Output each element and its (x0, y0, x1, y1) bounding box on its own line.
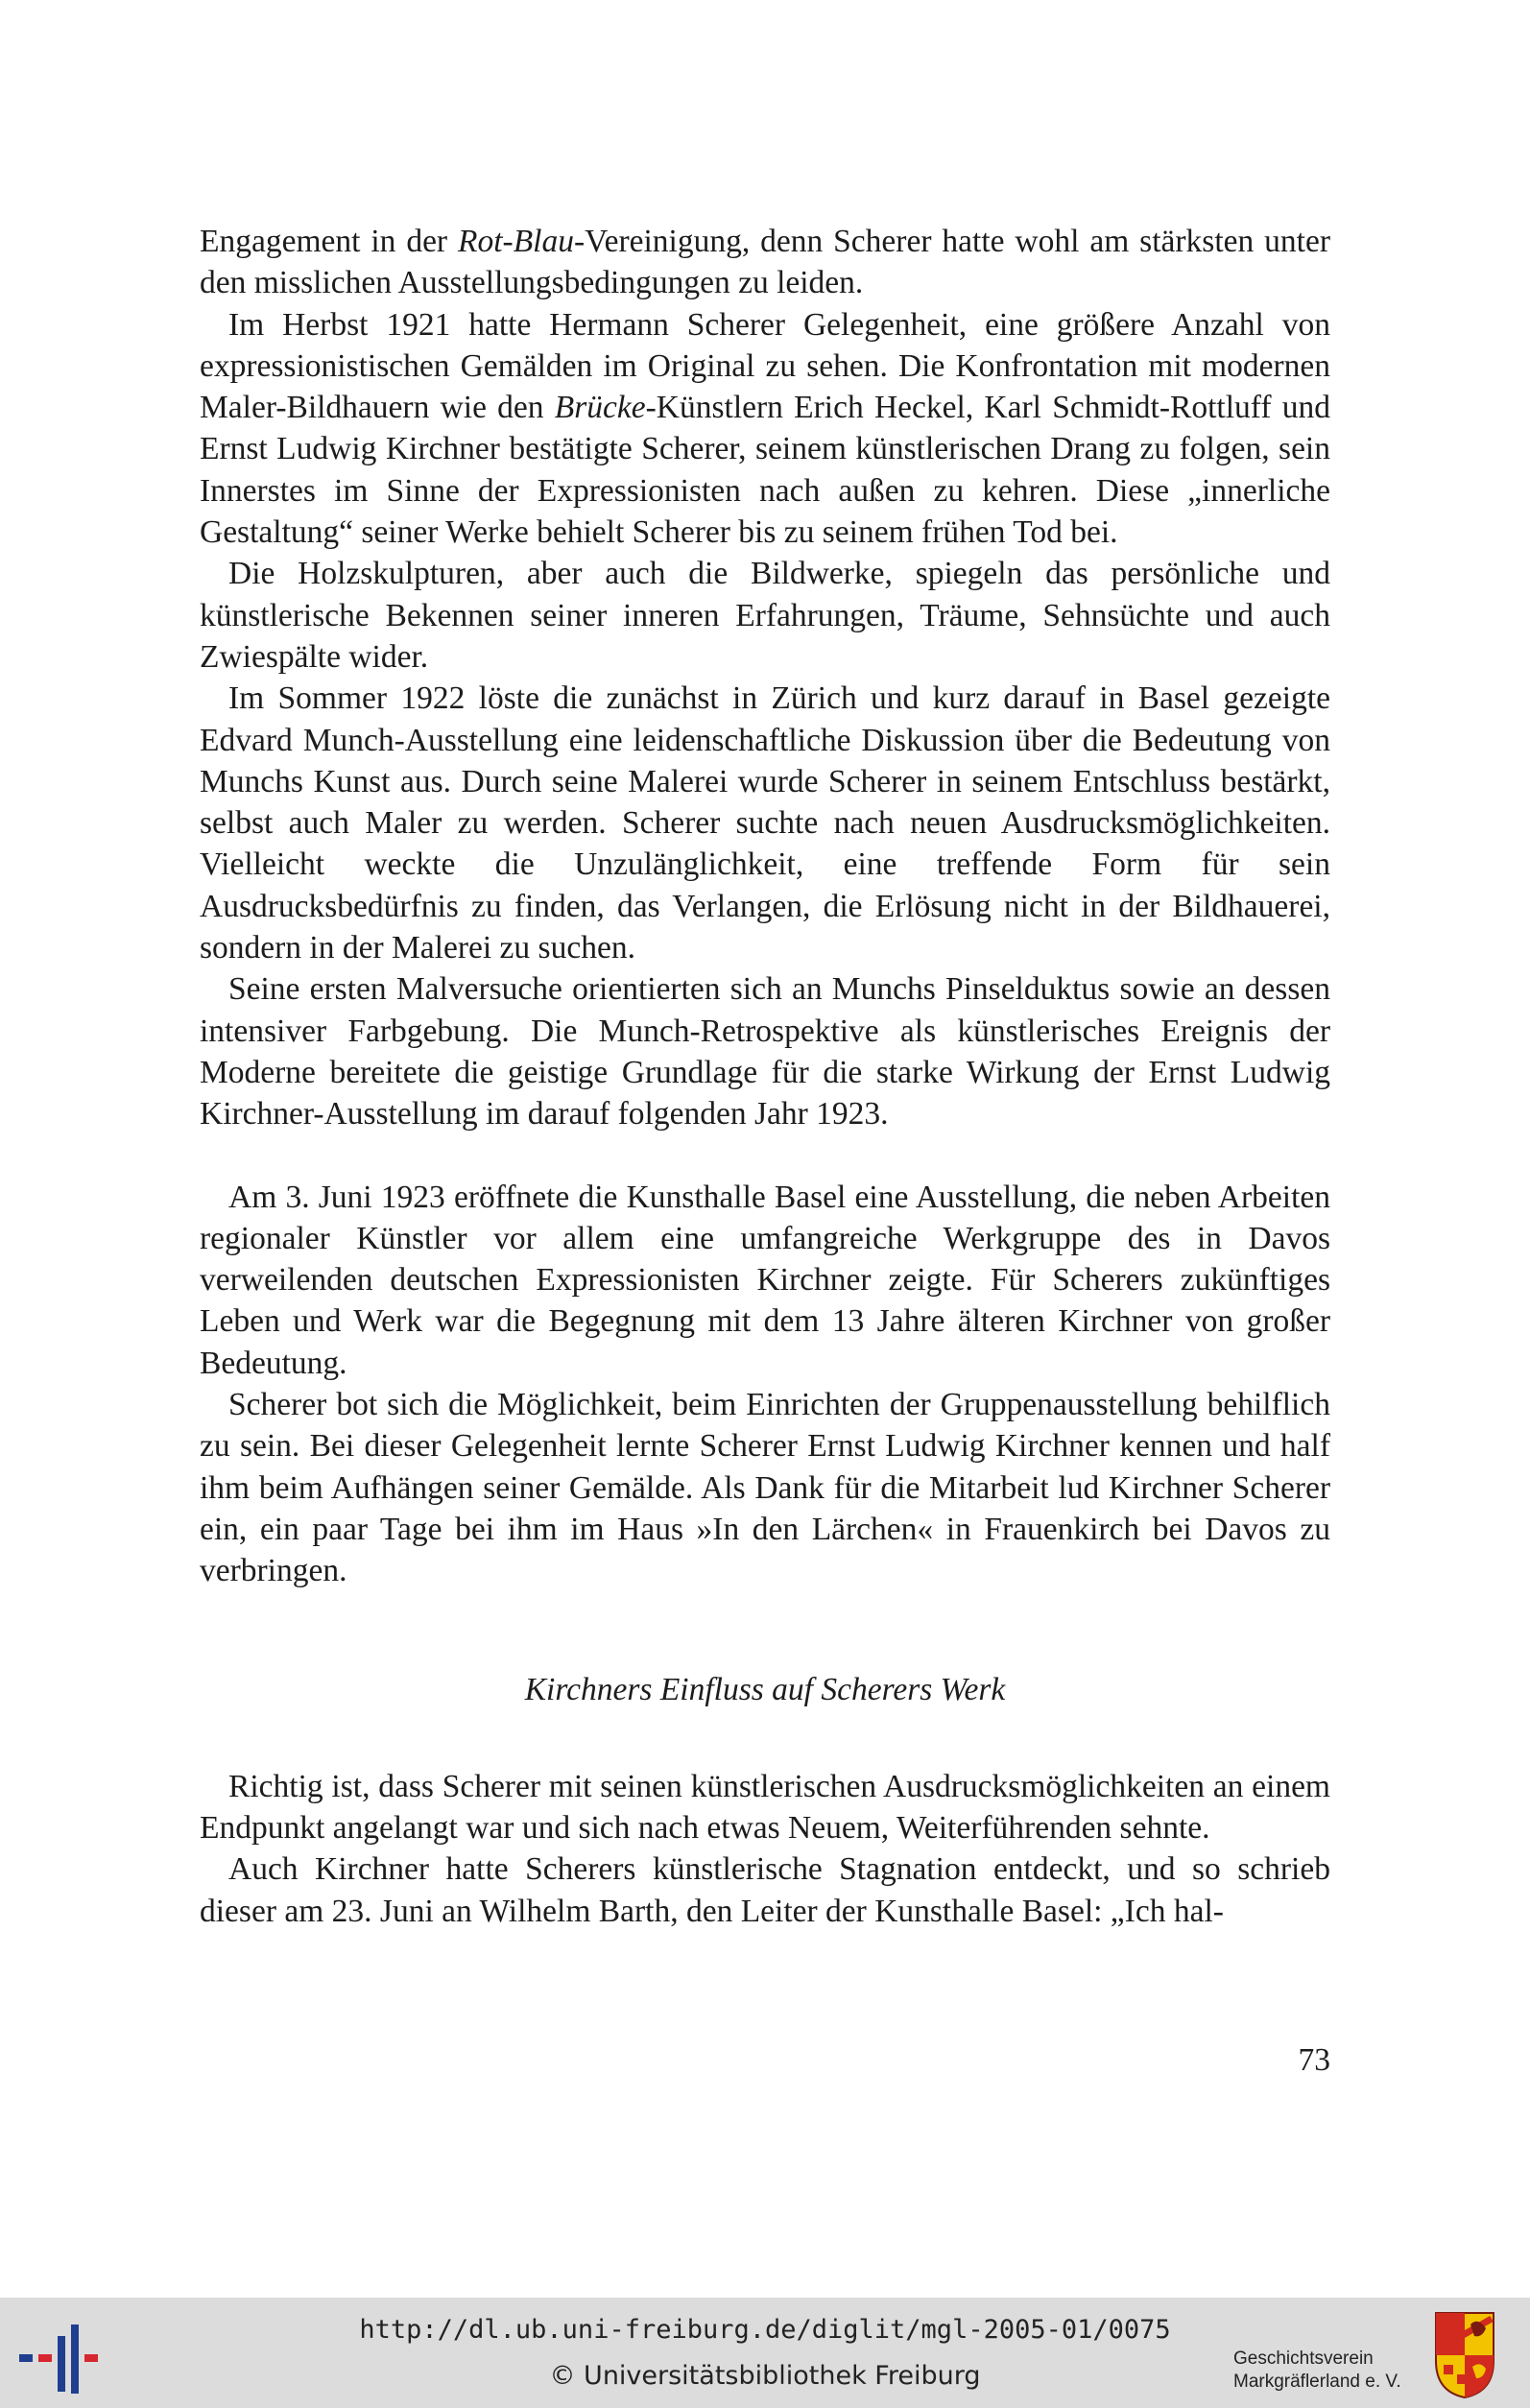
section-three (200, 1766, 1330, 1932)
italic-term: Rot-Blau (458, 224, 574, 259)
paragraph: Im Sommer 1922 löste die zunächst in Zürich und kurz darauf in Basel gezeigte Edvard Munch-Ausstellung eine leidenschaftliche Diskussion über die Bedeutung von Munchs Kunst aus. Durch seine Malerei wurde Scherer in seinem Entschluss bestärkt, selbst auch Maler zu werden. Scherer suchte nach neuen Ausdrucksmöglichkeiten. Vielleicht weckte die Unzulänglichkeit, eine treffende Form für sein Ausdrucksbedürfnis zu finden, das Verlangen, die Erlösung nicht in der Bildhauerei, sondern in der Malerei zu suchen. (200, 680, 1330, 966)
paragraph: Auch Kirchner hatte Scherers künstlerische Stagnation entdeckt, und so schrieb dieser am 23. Juni an Wilhelm Barth, den Leiter der Kunsthalle Basel: „Ich hal- (200, 1851, 1330, 1929)
section-two (200, 1177, 1330, 1592)
italic-term: Brücke (554, 390, 646, 426)
section-one (200, 221, 1330, 1135)
section-heading: Kirchners Einfluss auf Scherers Werk (524, 1671, 1006, 1707)
paragraph: Seine ersten Malversuche orientierten sich an Munchs Pinselduktus sowie an dessen intensiver Farbgebung. Die Munch-Retrospektive als künstlerisches Ereignis der Moderne bereitete die geistige Grundlage für die starke Wirkung der Ernst Ludwig Kirchner-Ausstellung im darauf folgenden Jahr 1923. (200, 971, 1330, 1132)
body-text (200, 221, 1330, 1932)
paragraph: Im Herbst 1921 hatte Hermann Scherer Gelegenheit, eine größere Anzahl von expressionistischen Gemälden im Original zu sehen. Die Konfrontation mit modernen Maler-Bildhauern wie den Brücke-Künstlern Erich Heckel, Karl Schmidt-Rottluff und Ernst Ludwig Kirchner bestätigte Scherer, seinem künstlerischen Drang zu folgen, sein Innerstes im Sinne der Expressionisten nach außen zu kehren. Diese „innerliche Gestaltung“ seiner Werke behielt Scherer bis zu seinem frühen Tod bei. (200, 306, 1330, 551)
paragraph: Am 3. Juni 1923 eröffnete die Kunsthalle Basel eine Ausstellung, die neben Arbeiten regionaler Künstler vor allem eine umfangreiche Werkgruppe des in Davos verweilenden deutschen Expressionisten Kirchner zeigte. Für Scherers zukünftiges Leben und Werk war die Begegnung mit dem 13 Jahre älteren Kirchner von großer Bedeutung. (200, 1179, 1330, 1381)
page-number: 73 (1298, 2042, 1330, 2078)
markgraeflerland-crest-icon (1434, 2311, 1495, 2399)
paragraph: Die Holzskulpturen, aber auch die Bildwerke, spiegeln das persönliche und künstlerische Bekennen seiner inneren Erfahrungen, Träume, Sehnsüchte und auch Zwiespälte wider. (200, 556, 1330, 675)
viewer-footer (0, 2298, 1530, 2408)
paragraph: Richtig ist, dass Scherer mit seinen künstlerischen Ausdrucksmöglichkeiten an einem Endpunkt angelangt war und sich nach etwas Neuem, Weiterführenden sehnte. (200, 1768, 1330, 1847)
society-line-2: Markgräflerland e. V. (1233, 2372, 1401, 2392)
paragraph: Engagement in der Rot-Blau-Vereinigung, denn Scherer hatte wohl am stärksten unter den misslichen Ausstellungsbedingungen zu leiden. (200, 224, 1330, 301)
permalink-link[interactable]: http://dl.ub.uni-freiburg.de/diglit/mgl-2005-01/0075 (359, 2315, 1171, 2345)
society-line-1: Geschichtsverein (1233, 2348, 1374, 2369)
copyright-text: © Universitätsbibliothek Freiburg (549, 2361, 981, 2391)
society-name (1233, 2348, 1425, 2394)
paragraph: Scherer bot sich die Möglichkeit, beim Einrichten der Gruppenausstellung behilflich zu sein. Bei dieser Gelegenheit lernte Scherer Ernst Ludwig Kirchner kennen und half ihm beim Aufhängen seiner Gemälde. Als Dank für die Mitarbeit lud Kirchner Scherer ein, ein paar Tage bei ihm im Haus »In den Lärchen« in Frauenkirch bei Davos zu verbringen. (200, 1387, 1330, 1589)
